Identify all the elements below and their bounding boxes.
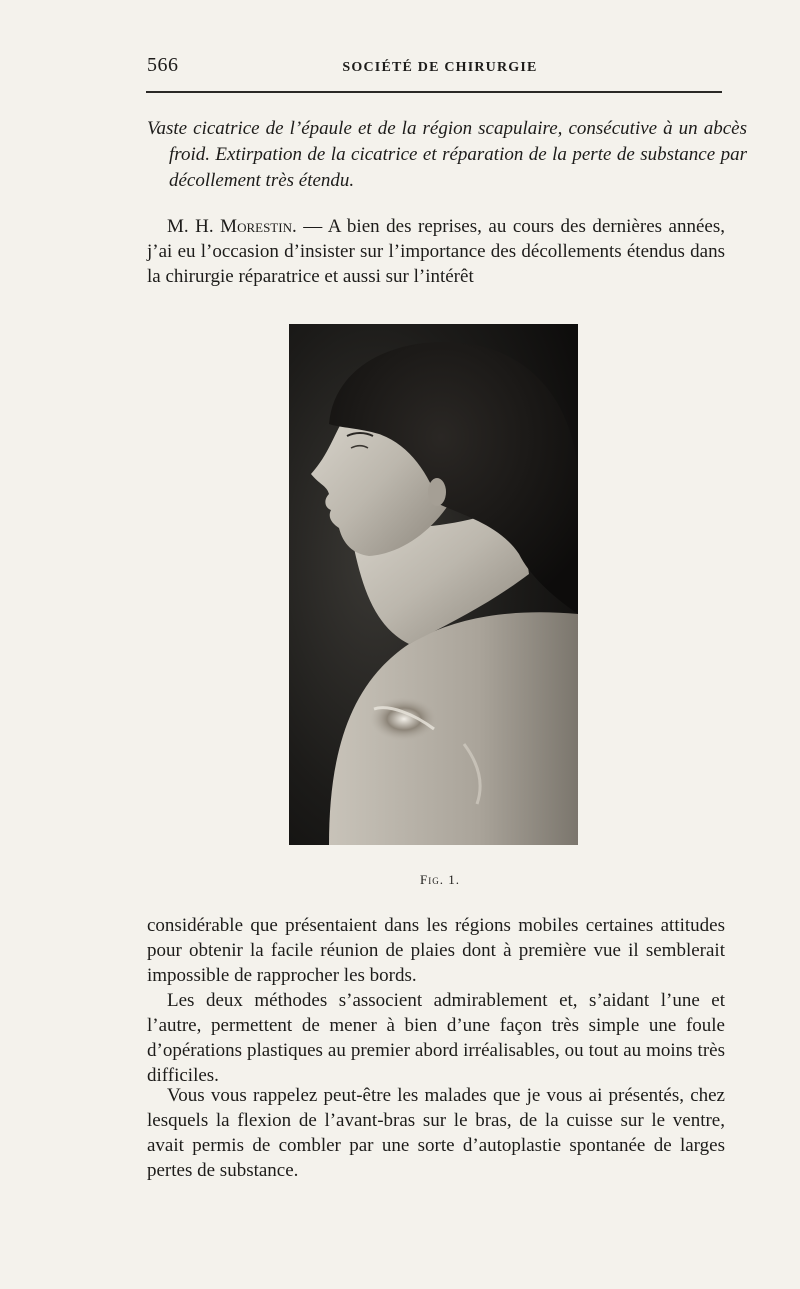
running-title: SOCIÉTÉ DE CHIRURGIE bbox=[342, 60, 538, 75]
author-name: M. H. Morestin. bbox=[167, 216, 297, 237]
article-title: Vaste cicatrice de l’épaule et de la région scapulaire, consécutive à un abcès froid. Extirpation de la cicatrice et réparation de la perte de substance par décollement très étendu. bbox=[147, 118, 747, 191]
paragraph-3: Vous vous rappelez peut-être les malades que je vous ai présentés, chez lesquels la flexion de l’avant-bras sur le bras, de la cuisse sur le ventre, avait permis de combler par une sorte d’autoplastie spontanée de larges pertes de substance. bbox=[147, 1085, 725, 1181]
opening-paragraph bbox=[147, 214, 725, 289]
continued-paragraph: considérable que présentaient dans les régions mobiles certaines attitudes pour obtenir la facile réunion de plaies dont à première vue il semblerait impossible de rapprocher les bords. bbox=[147, 915, 725, 986]
opening-text: — A bien des reprises, au cours des dernières années, j’ai eu l’occasion d’insister sur l’importance des décollements étendus dans la chirurgie réparatrice et aussi sur l’intérêt bbox=[147, 216, 725, 287]
header-rule bbox=[146, 91, 722, 93]
photograph-image bbox=[289, 324, 578, 845]
figure-photograph bbox=[289, 324, 578, 845]
page-number: 566 bbox=[147, 54, 179, 76]
paragraph-2: Les deux méthodes s’associent admirablement et, s’aidant l’une et l’autre, permettent de mener à bien d’une façon très simple une foule d’opérations plastiques au premier abord irréalisables, ou tout au moins très difficiles. bbox=[147, 990, 725, 1086]
figure-caption: Fig. 1. bbox=[420, 872, 460, 887]
